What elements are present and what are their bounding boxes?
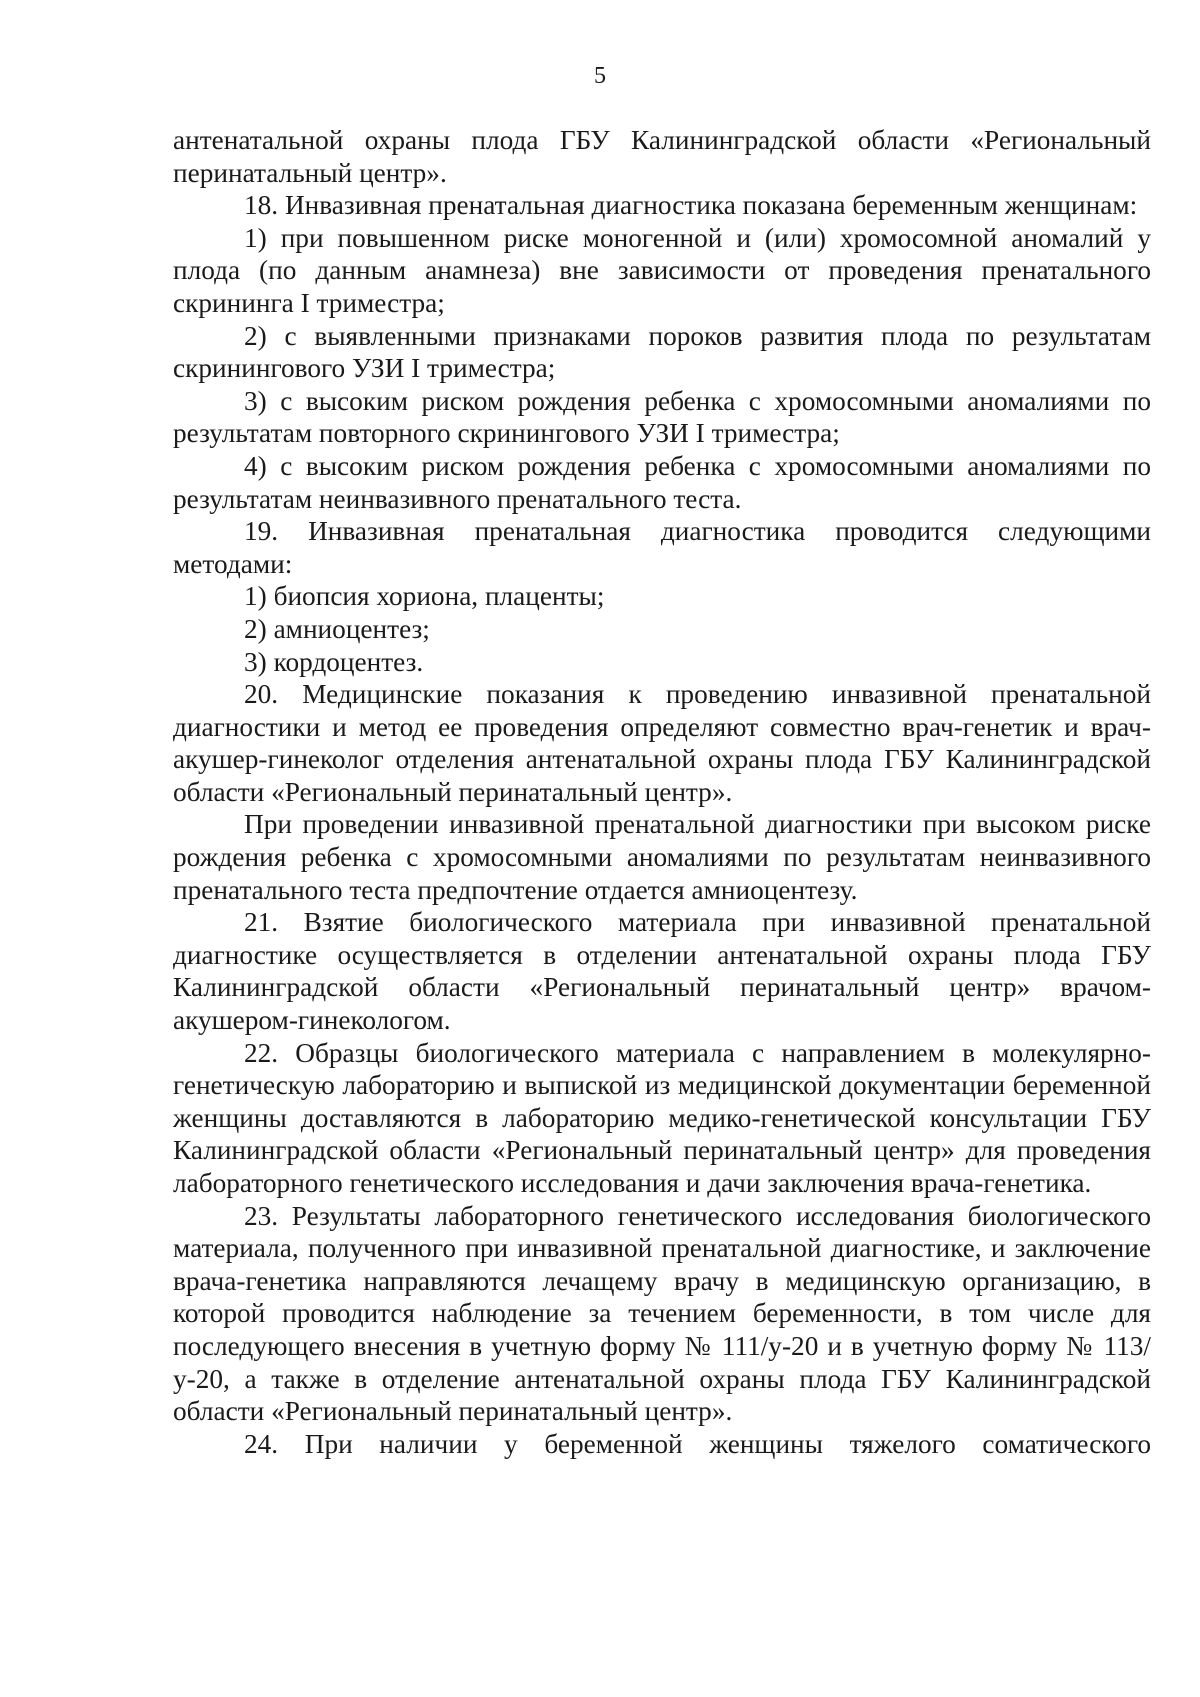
- paragraph-item-18-2: 2) с выявленными признаками пороков развития плода по результатам скринингового УЗИ I триместра;: [173, 320, 1151, 384]
- page-number: 5: [594, 63, 606, 89]
- paragraph-item-19-1: 1) биопсия хориона, плаценты;: [244, 581, 605, 612]
- paragraph-item-21: 21. Взятие биологического материала при инвазивной пренатальной диагностике осуществляется в отделении антенатальной охраны плода ГБУ Калининградской области «Региональный перинатальный центр» врачом-акушером-гинекологом.: [173, 907, 1151, 1036]
- paragraph-item-18-1: 1) при повышенном риске моногенной и (или) хромосомной аномалий у плода (по данным анамнеза) вне зависимости от проведения пренатального скрининга I триместра;: [173, 222, 1151, 318]
- paragraph-item-19-2: 2) амниоцентез;: [244, 613, 430, 644]
- paragraph-item-24: 24. При наличии у беременной женщины тяжелого соматического: [244, 1428, 1151, 1459]
- paragraph-continuation: антенатальной охраны плода ГБУ Калининградской области «Региональный перинатальный центр».: [173, 125, 1151, 188]
- paragraph-item-18-3: 3) с высоким риском рождения ребенка с хромосомными аномалиями по результатам повторного скринингового УЗИ I триместра;: [173, 385, 1151, 449]
- paragraph-item-22: 22. Образцы биологического материала с направлением в молекулярно-генетическую лабораторию и выпиской из медицинской документации беременной женщины доставляются в лабораторию медико-генетической консультации ГБУ Калининградской области «Региональный перинатальный центр» для проведения лабораторного генетического исследования и дачи заключения врача-генетика.: [173, 1037, 1151, 1198]
- paragraph-item-23: 23. Результаты лабораторного генетического исследования биологического материала, полученного при инвазивной пренатальной диагностике, и заключение врача-генетика направляются лечащему врачу в медицинскую организацию, в которой проводится наблюдение за течением беременности, в том числе для последующего внесения в учетную форму № 111/у-20 и в учетную форму № 113/у-20, а также в отделение антенатальной охраны плода ГБУ Калининградской области «Региональный перинатальный центр».: [173, 1200, 1151, 1427]
- paragraph-item-18-4: 4) с высоким риском рождения ребенка с хромосомными аномалиями по результатам неинвазивного пренатального теста.: [173, 450, 1151, 514]
- paragraph-item-20-note: При проведении инвазивной пренатальной диагностики при высоком риске рождения ребенка с хромосомными аномалиями по результатам неинвазивного пренатального теста предпочтение отдается амниоцентезу.: [173, 809, 1151, 905]
- paragraph-item-20: 20. Медицинские показания к проведению инвазивной пренатальной диагностики и метод ее проведения определяют совместно врач-генетик и врач-акушер-гинеколог отделения антенатальной охраны плода ГБУ Калининградской области «Региональный перинатальный центр».: [173, 679, 1151, 807]
- paragraph-item-19-3: 3) кордоцентез.: [244, 646, 424, 677]
- document-body: [173, 124, 1151, 1460]
- paragraph-item-18: 18. Инвазивная пренатальная диагностика показана беременным женщинам:: [244, 190, 1138, 221]
- paragraph-item-19: 19. Инвазивная пренатальная диагностика проводится следующими методами:: [173, 516, 1151, 579]
